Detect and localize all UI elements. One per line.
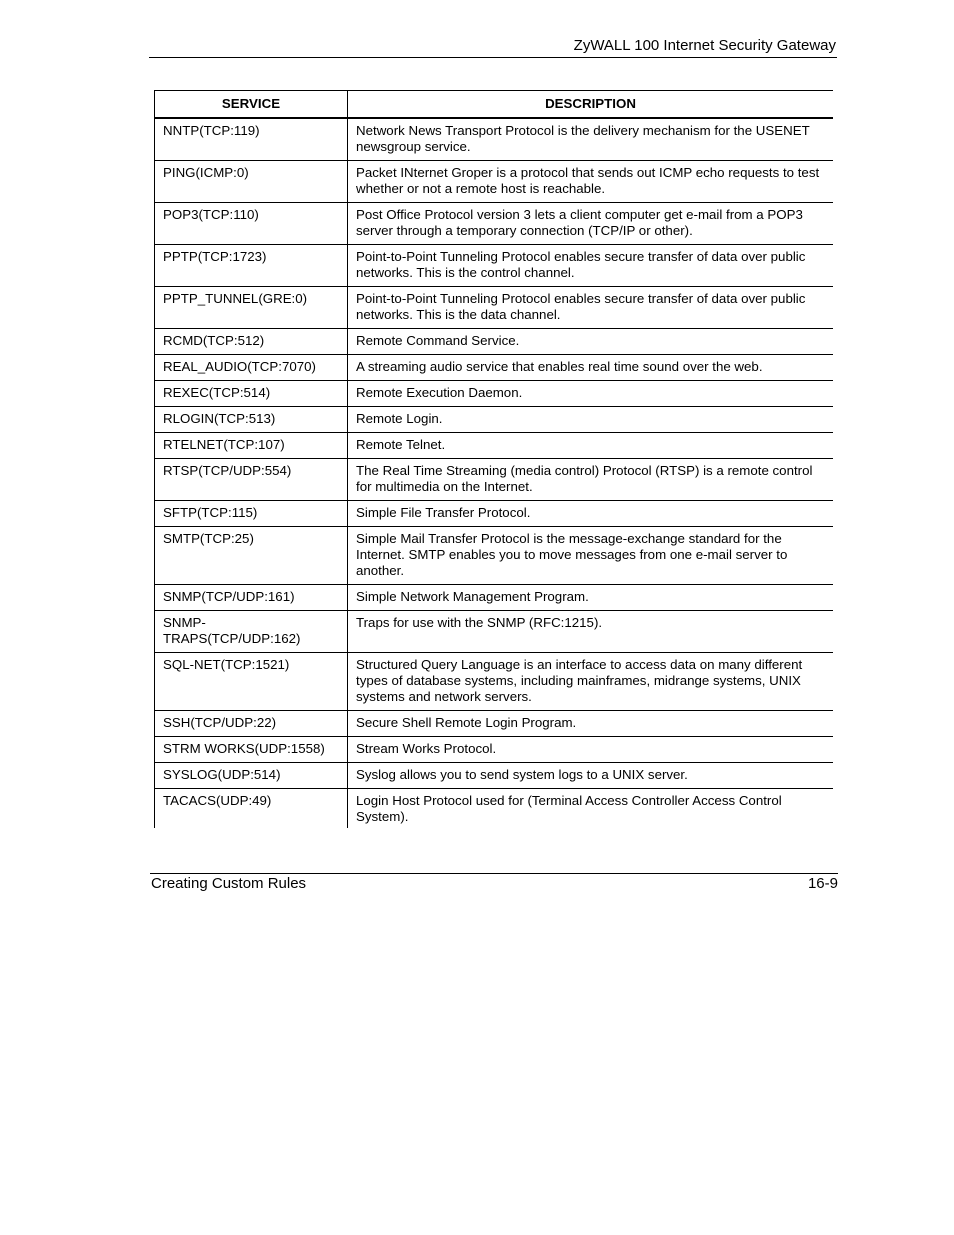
- description-cell: Simple Network Management Program.: [348, 585, 834, 611]
- footer-page-number: 16-9: [807, 875, 838, 892]
- table-row: [155, 355, 834, 381]
- table-row: [155, 789, 834, 829]
- description-cell: Simple File Transfer Protocol.: [348, 501, 834, 527]
- description-cell: Remote Command Service.: [348, 329, 834, 355]
- table-row: [155, 245, 834, 287]
- table-header-row: [155, 91, 834, 119]
- table-row: [155, 161, 834, 203]
- table-row: [155, 407, 834, 433]
- description-cell: Packet INternet Groper is a protocol that sends out ICMP echo requests to test whether or not a remote host is reachable.: [348, 161, 834, 203]
- service-cell: REAL_AUDIO(TCP:7070): [155, 355, 348, 381]
- column-header-service: SERVICE: [155, 91, 348, 119]
- service-cell: POP3(TCP:110): [155, 203, 348, 245]
- description-cell: Login Host Protocol used for (Terminal Access Controller Access Control System).: [348, 789, 834, 829]
- description-cell: Simple Mail Transfer Protocol is the message-exchange standard for the Internet. SMTP enables you to move messages from one e-mail server to another.: [348, 527, 834, 585]
- table-row: [155, 585, 834, 611]
- table-row: [155, 763, 834, 789]
- description-cell: Structured Query Language is an interface to access data on many different types of database systems, including mainframes, midrange systems, UNIX systems and network servers.: [348, 653, 834, 711]
- services-table: [154, 90, 833, 828]
- table-row: [155, 737, 834, 763]
- service-cell: SMTP(TCP:25): [155, 527, 348, 585]
- footer-section-title: Creating Custom Rules: [151, 875, 307, 892]
- table-row: [155, 459, 834, 501]
- description-cell: Stream Works Protocol.: [348, 737, 834, 763]
- table-row: [155, 611, 834, 653]
- description-cell: A streaming audio service that enables real time sound over the web.: [348, 355, 834, 381]
- service-cell: PPTP(TCP:1723): [155, 245, 348, 287]
- service-cell: SNMP-TRAPS(TCP/UDP:162): [155, 611, 348, 653]
- description-cell: Point-to-Point Tunneling Protocol enables secure transfer of data over public networks. This is the control channel.: [348, 245, 834, 287]
- table-row: [155, 711, 834, 737]
- column-header-description: DESCRIPTION: [348, 91, 834, 119]
- service-cell: PPTP_TUNNEL(GRE:0): [155, 287, 348, 329]
- description-cell: Remote Telnet.: [348, 433, 834, 459]
- table-row: [155, 653, 834, 711]
- table-row: [155, 329, 834, 355]
- service-cell: STRM WORKS(UDP:1558): [155, 737, 348, 763]
- table-body: [155, 118, 834, 828]
- running-header-title: ZyWALL 100 Internet Security Gateway: [573, 37, 836, 54]
- services-table-container: [154, 90, 833, 828]
- service-cell: RTELNET(TCP:107): [155, 433, 348, 459]
- table-row: [155, 433, 834, 459]
- service-cell: REXEC(TCP:514): [155, 381, 348, 407]
- table-row: [155, 118, 834, 161]
- table-row: [155, 527, 834, 585]
- service-cell: TACACS(UDP:49): [155, 789, 348, 829]
- description-cell: Remote Login.: [348, 407, 834, 433]
- footer-divider: [150, 873, 838, 874]
- service-cell: SNMP(TCP/UDP:161): [155, 585, 348, 611]
- description-cell: Network News Transport Protocol is the delivery mechanism for the USENET newsgroup service.: [348, 118, 834, 161]
- service-cell: PING(ICMP:0): [155, 161, 348, 203]
- table-row: [155, 501, 834, 527]
- service-cell: SQL-NET(TCP:1521): [155, 653, 348, 711]
- description-cell: Remote Execution Daemon.: [348, 381, 834, 407]
- table-row: [155, 287, 834, 329]
- description-cell: The Real Time Streaming (media control) Protocol (RTSP) is a remote control for multimedia on the Internet.: [348, 459, 834, 501]
- description-cell: Secure Shell Remote Login Program.: [348, 711, 834, 737]
- table-row: [155, 381, 834, 407]
- description-cell: Post Office Protocol version 3 lets a client computer get e-mail from a POP3 server through a temporary connection (TCP/IP or other).: [348, 203, 834, 245]
- service-cell: RTSP(TCP/UDP:554): [155, 459, 348, 501]
- service-cell: SYSLOG(UDP:514): [155, 763, 348, 789]
- service-cell: RCMD(TCP:512): [155, 329, 348, 355]
- table-row: [155, 203, 834, 245]
- service-cell: SSH(TCP/UDP:22): [155, 711, 348, 737]
- service-cell: RLOGIN(TCP:513): [155, 407, 348, 433]
- description-cell: Point-to-Point Tunneling Protocol enables secure transfer of data over public networks. This is the data channel.: [348, 287, 834, 329]
- description-cell: Traps for use with the SNMP (RFC:1215).: [348, 611, 834, 653]
- description-cell: Syslog allows you to send system logs to a UNIX server.: [348, 763, 834, 789]
- header-divider: [149, 57, 837, 58]
- service-cell: SFTP(TCP:115): [155, 501, 348, 527]
- service-cell: NNTP(TCP:119): [155, 118, 348, 161]
